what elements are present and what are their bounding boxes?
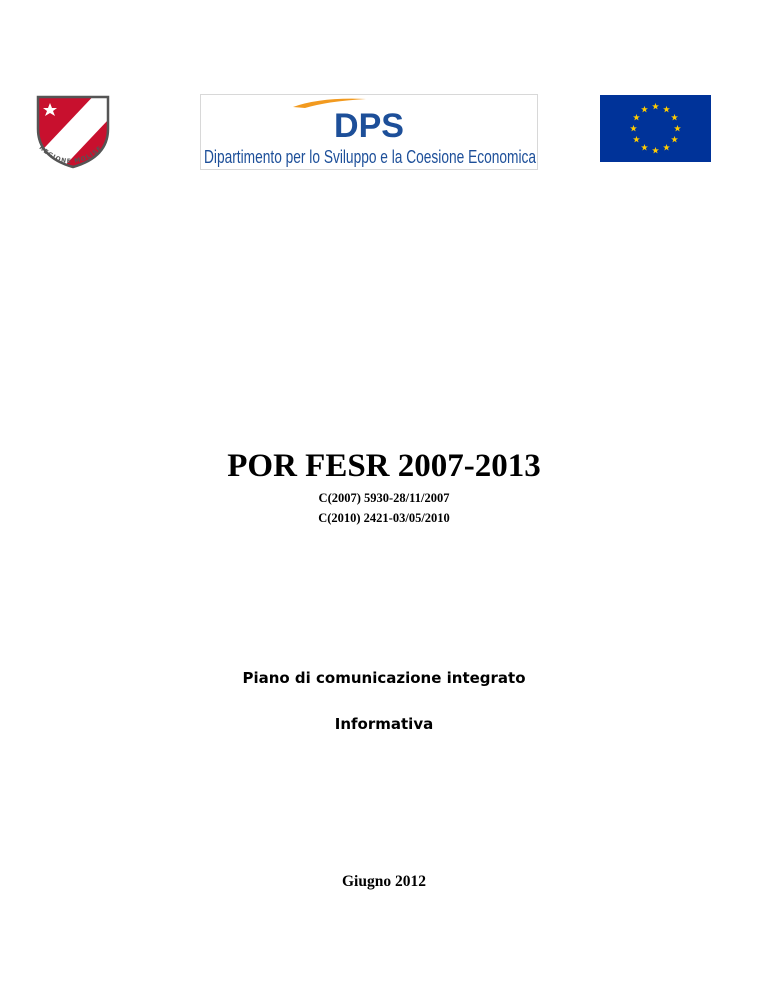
document-title: POR FESR 2007-2013 [227,448,541,484]
regione-molise-logo [30,95,112,175]
molise-arc-text: REGIONE MOLISE [37,144,104,166]
document-subtitle: Piano di comunicazione integrato [242,669,526,687]
decision-reference-2: C(2010) 2421-03/05/2010 [318,511,450,525]
decision-reference-1: C(2007) 5930-28/11/2007 [318,491,450,505]
dps-full-name: Dipartimento per lo Sviluppo e la Coesione Economica [204,146,537,167]
document-type: Informativa [334,715,434,733]
dps-logo [200,94,538,170]
dps-acronym: DPS [334,107,404,145]
document-date: Giugno 2012 [342,873,426,890]
eu-flag-logo [600,95,711,162]
